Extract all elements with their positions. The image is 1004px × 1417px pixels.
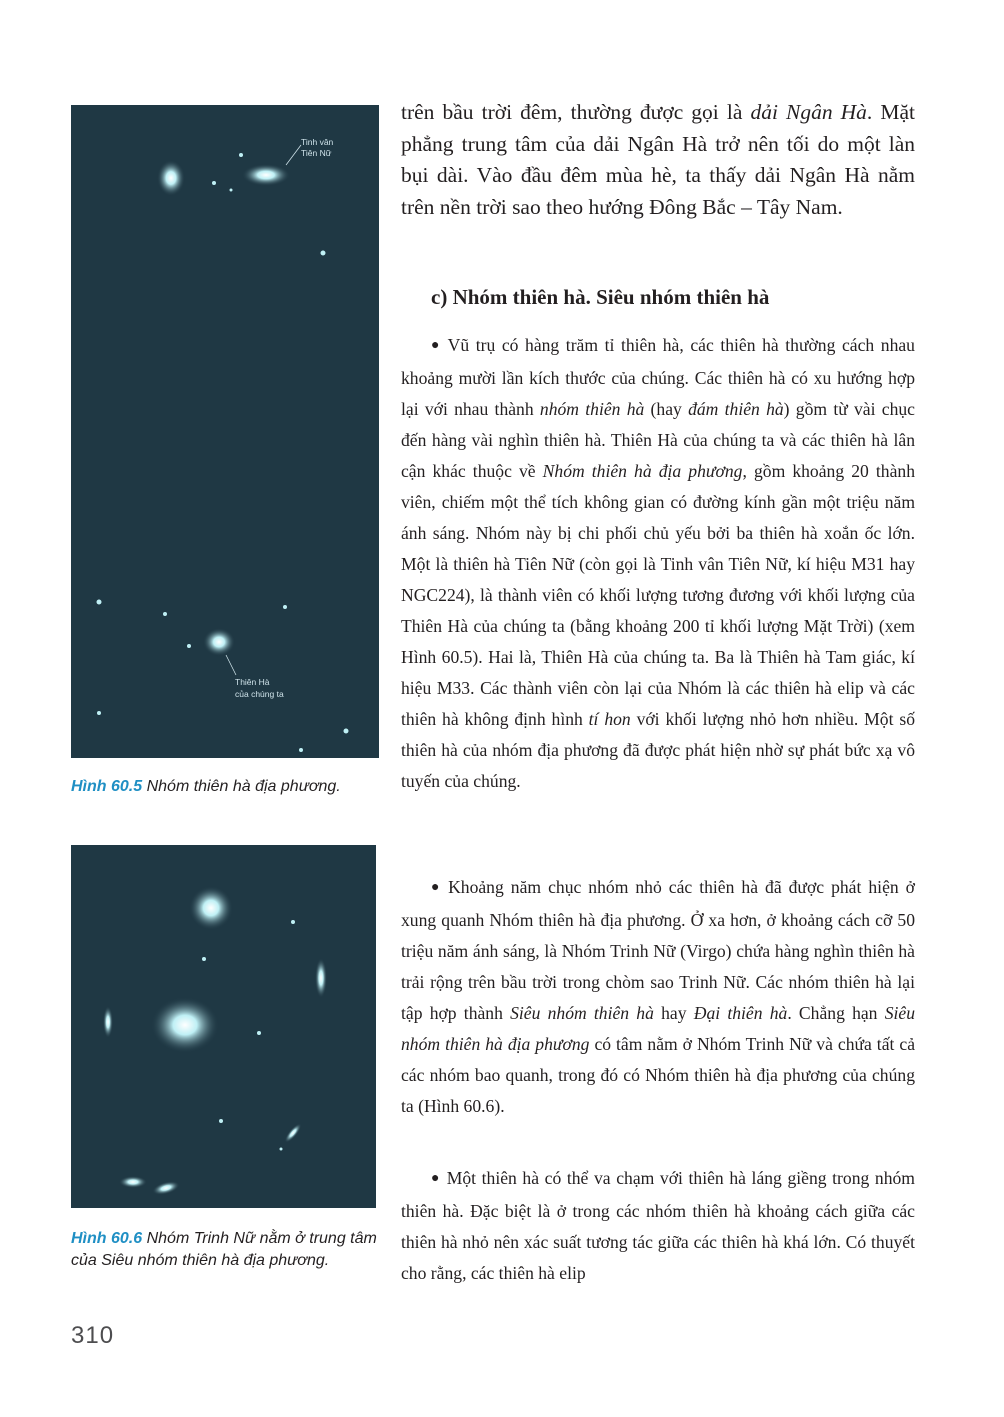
text-run: Vũ trụ có hàng trăm tỉ thiên hà, các thiên hà thường cách nhau khoảng mười lần kích thước của chúng. Các thiên hà có xu hướng hợp lại với nhau thành <box>401 335 915 419</box>
galaxy-andromeda <box>242 164 290 186</box>
text-run: , gồm khoảng 20 thành viên, chiếm một thể tích không gian có đường kính gần một triệu năm ánh sáng. Nhóm này bị chi phối chủ yếu bởi ba thiên hà xoắn ốc lớn. Một là thiên hà Tiên Nữ (còn gọi là Tinh vân Tiên Nữ, kí hiệu M31 hay NGC224), là thành viên có khối lượng tương đương với khối lượng của Thiên Hà của chúng ta (bằng khoảng 200 tỉ khối lượng Mặt Trời) (xem Hình 60.5). Hai là, Thiên Hà của chúng ta. Ba là Thiên hà Tam giác, kí hiệu M33. Các thành viên còn lại của Nhóm là các thiên hà elip và các thiên hà không định hình <box>401 461 915 729</box>
galaxy-bottom-pair-2 <box>151 1179 181 1198</box>
italic-term: tí hon <box>588 709 631 729</box>
italic-term: dải Ngân Hà <box>750 100 867 124</box>
caption-text: Nhóm thiên hà địa phương. <box>142 778 341 795</box>
caption-label: Hình 60.6 <box>71 1230 143 1247</box>
italic-term: Siêu nhóm thiên hà địa phương <box>401 1003 915 1054</box>
andromeda-label-line2: Tiên Nữ <box>301 148 332 158</box>
italic-term: Siêu nhóm thiên hà <box>510 1003 654 1023</box>
paragraph <box>401 1163 915 1289</box>
bullet-icon: ● <box>431 338 442 353</box>
bullet-icon: ● <box>431 1171 441 1186</box>
section-heading: c) Nhóm thiên hà. Siêu nhóm thiên hà <box>431 285 770 309</box>
virgo-cluster-illustration <box>71 845 376 1208</box>
text-run: hay <box>653 1003 694 1023</box>
text-run: ) gồm từ vài chục đến hàng vài nghìn thiên hà. Thiên Hà của chúng ta và các thiên hà lân cận khác thuộc về <box>401 399 915 481</box>
text-run: với khối lượng nhỏ hơn nhiều. Một số thiên hà của nhóm địa phương đã được phát hiện nhờ sự phát bức xạ vô tuyến của chúng. <box>401 709 915 791</box>
milky-way-label-line2: của chúng ta <box>235 689 284 699</box>
figure-caption <box>71 776 391 798</box>
figure-local-group-image <box>71 105 379 758</box>
galaxy-top <box>189 886 233 930</box>
milky-way-label-line1: Thiên Hà <box>235 677 270 687</box>
figure-caption <box>71 1228 391 1272</box>
galaxy-right-edge <box>315 958 327 998</box>
galaxy-small-left <box>157 160 185 196</box>
galaxy-lower-right <box>282 1121 304 1145</box>
italic-term: đám thiên hà <box>688 399 784 419</box>
text-run: . Chẳng hạn <box>787 1003 885 1023</box>
galaxy-bottom-pair-1 <box>119 1176 147 1188</box>
caption-label: Hình 60.5 <box>71 778 143 795</box>
text-run: có tâm nằm ở Nhóm Trinh Nữ và chứa tất cả các nhóm bao quanh, trong đó có Nhóm thiên hà địa phương của chúng ta (Hình 60.6). <box>401 1034 915 1116</box>
paragraph <box>401 330 915 797</box>
paragraph <box>401 872 915 1122</box>
italic-term: Đại thiên hà <box>693 1003 788 1023</box>
bullet-icon: ● <box>431 880 443 895</box>
caption-text: Nhóm Trinh Nữ nằm ở trung tâm của Siêu nhóm thiên hà địa phương. <box>71 1230 377 1269</box>
galaxy-milky-way <box>203 628 235 656</box>
galaxy-center <box>151 997 219 1053</box>
local-group-illustration <box>71 105 379 758</box>
text-run: (hay <box>644 399 689 419</box>
text-run: trên bầu trời đêm, thường được gọi là <box>401 100 751 124</box>
text-run: . Mặt phẳng trung tâm của dải Ngân Hà trở nên tối do một làn bụi dài. Vào đầu đêm mùa hè, ta thấy dải Ngân Hà nằm trên nền trời sao theo hướng Đông Bắc – Tây Nam. <box>401 100 915 219</box>
intro-paragraph <box>401 97 915 223</box>
figure-virgo-cluster-image <box>71 845 376 1208</box>
italic-term: Nhóm thiên hà địa phương <box>542 461 743 481</box>
galaxy-left-edge <box>103 1006 113 1038</box>
page-number: 310 <box>71 1322 115 1349</box>
text-run: Khoảng năm chục nhóm nhỏ các thiên hà đã được phát hiện ở xung quanh Nhóm thiên hà địa phương. Ở xa hơn, ở khoảng cách cỡ 50 triệu năm ánh sáng, là Nhóm Trinh Nữ (Virgo) chứa hàng nghìn thiên hà trải rộng trên bầu trời trong chòm sao Trinh Nữ. Các nhóm thiên hà lại tập hợp thành <box>401 877 915 1023</box>
text-run: Một thiên hà có thể va chạm với thiên hà láng giềng trong nhóm thiên hà. Đặc biệt là ở trong các nhóm thiên hà khoảng cách giữa các thiên hà nhỏ nên xác suất tương tác giữa các thiên hà khá lớn. Có thuyết cho rằng, các thiên hà elip <box>401 1168 915 1283</box>
italic-term: nhóm thiên hà <box>539 399 645 419</box>
andromeda-label-line1: Tinh vân <box>301 137 334 147</box>
